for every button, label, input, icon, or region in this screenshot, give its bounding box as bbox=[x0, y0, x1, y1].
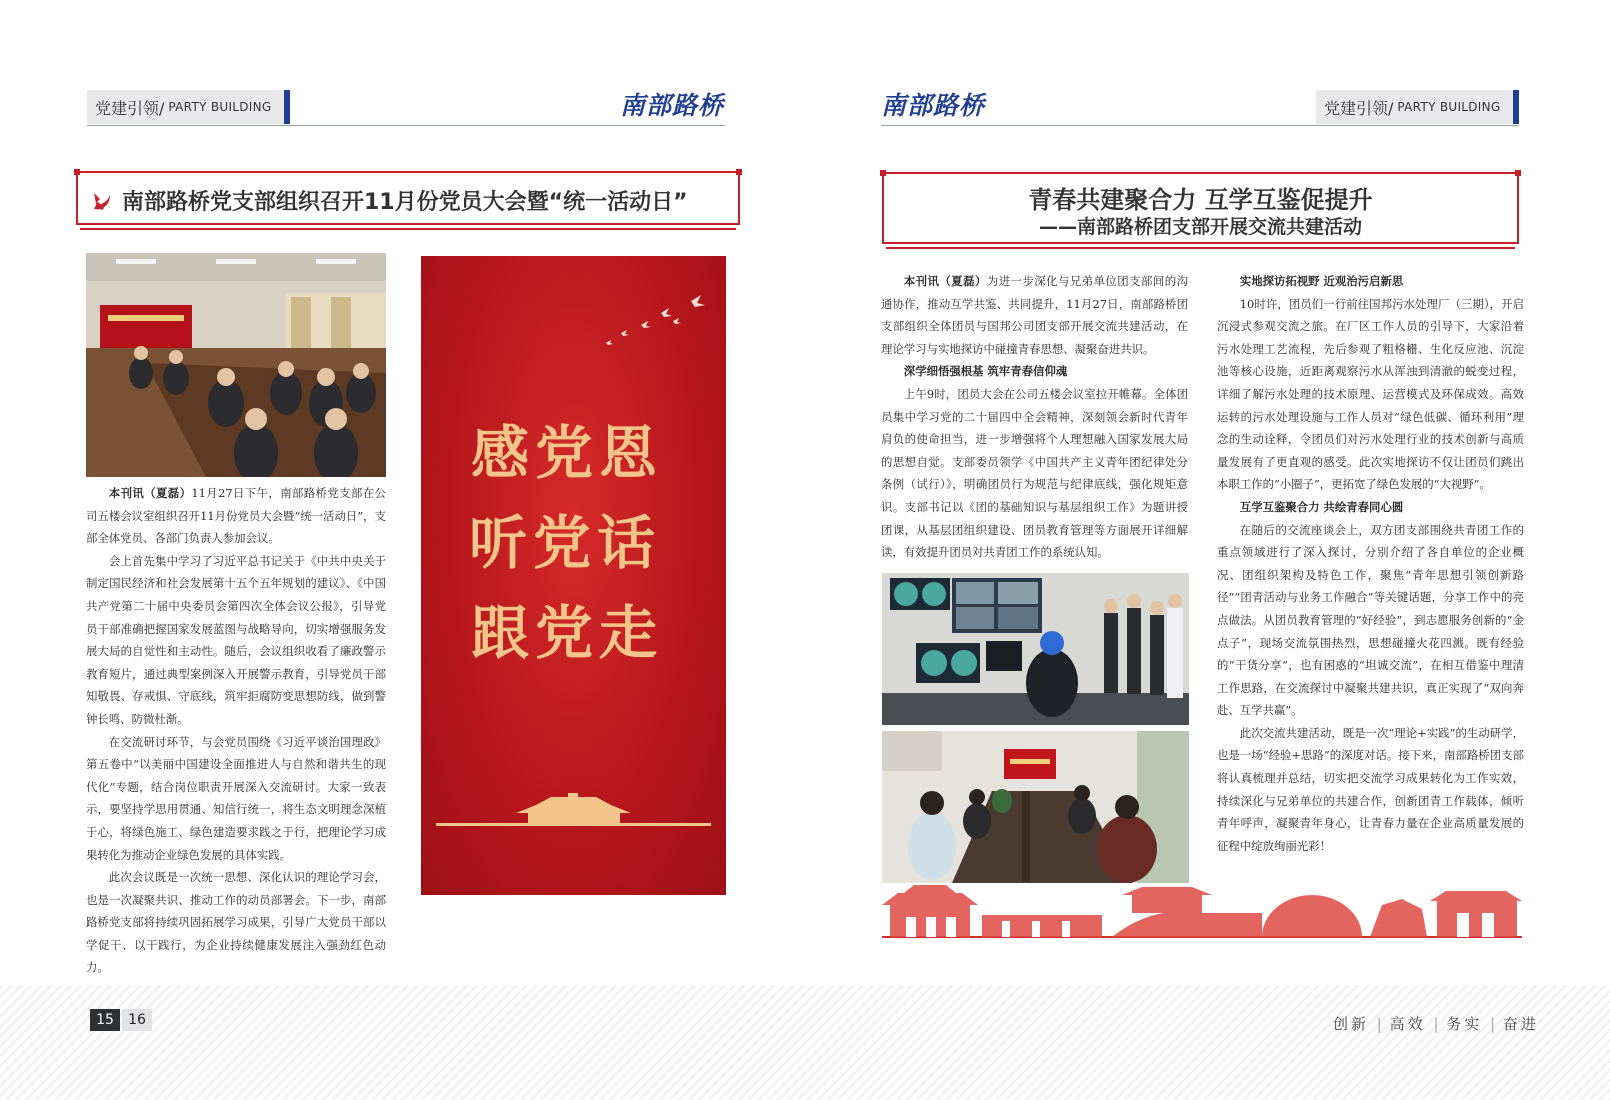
section1-body: 上午9时，团员大会在公司五楼会议室拉开帷幕。全体团员集中学习党的二十届四中全会精神，深刻领会新时代青年肩负的使命担当，进一步增强将个人理想融入国家发展大局的思想自觉。支部委员领学《中国共产主义青年团纪律处分条例（试行）》，明确团员行为规范与纪律底线，强化规矩意识。支部书记以《团的基础知识与基层组织工作》为题讲授团课，从基层团组织建设、团员教育管理等方面展开详细解读，有效提升团员对共青团工作的系统认知。 bbox=[881, 386, 1188, 560]
section2-body: 10时许，团员们一行前往国邦污水处理厂（三期），开启沉浸式参观交流之旅。在厂区工作人员的引导下，大家沿着污水处理工艺流程，先后参观了粗格栅、生化反应池、沉淀池等核心设施，近距离观察污水从浑浊到清澈的蜕变过程，详细了解污水处理的技术原理、运营模式及环保成效。高效运转的污水处理设施与工作人员对“绿色低碳、循环利用”理念的生动诠释，令团员们对污水处理行业的技术创新与高质量发展有了更直观的感受。此次实地探访不仅让团员们跳出本职工作的“小圈子”，更拓宽了绿色发展的“大视野”。 bbox=[1217, 296, 1524, 492]
left-paragraph-2: 会上首先集中学习了习近平总书记关于《中共中央关于制定国民经济和社会发展第十五个五年规划的建议》、《中国共产党第二十届中央委员会第四次全体会议公报》，引导党员干部准确把握国家发展蓝图与战略导向，切实增强服务发展大局的自觉性和主动性。随后，会议组织收看了廉政警示教育短片，通过典型案例深入开展警示教育，引导党员干部知敬畏、存戒惧、守底线，筑牢拒腐防变思想防线，做到警钟长鸣、防微杜渐。 bbox=[86, 553, 386, 726]
left-title-frame bbox=[76, 171, 740, 225]
left-article-title: 南部路桥党支部组织召开11月份党员大会暨“统一活动日” bbox=[122, 190, 688, 215]
slogan-poster bbox=[421, 256, 726, 895]
motto-word-2: 高效 bbox=[1389, 1015, 1426, 1033]
section2-heading: 实地探访拓视野 近观治污启新思 bbox=[1239, 274, 1404, 288]
page-number-left: 15 bbox=[90, 1009, 120, 1031]
city-skyline-icon bbox=[882, 865, 1522, 941]
section-tab-right bbox=[1316, 90, 1519, 124]
section-label-cn: 党建引领/ bbox=[95, 98, 165, 118]
slogan-line-3: 跟党走 bbox=[471, 599, 664, 667]
left-paragraph-4: 此次会议既是一次统一思想、深化认识的理论学习会，也是一次凝聚共识、推动工作的动员部署会。下一步，南部路桥党支部将持续巩固拓展学习成果，引导广大党员干部以学促干、以干践行，为企业持续健康发展注入强劲红色动力。 bbox=[86, 870, 386, 975]
header-rule-right bbox=[881, 125, 1519, 126]
section1-heading: 深学细悟强根基 筑牢青春信仰魂 bbox=[903, 364, 1068, 379]
right-article-subtitle: ——南部路桥团支部开展交流共建活动 bbox=[1038, 216, 1362, 238]
motto-word-4: 奋进 bbox=[1502, 1015, 1539, 1033]
doves-icon bbox=[591, 291, 711, 361]
right-article-title: 青春共建聚合力 互学互鉴促提升 bbox=[1028, 186, 1373, 214]
slogan-line-1: 感党恩 bbox=[471, 419, 664, 487]
section-label-cn: 党建引领/ bbox=[1324, 98, 1394, 118]
party-emblem-icon bbox=[88, 187, 116, 215]
right-title-frame bbox=[882, 172, 1519, 244]
left-article-body bbox=[86, 482, 386, 979]
control-room-photo bbox=[882, 573, 1189, 725]
slogan-line-2: 听党话 bbox=[469, 509, 662, 577]
company-motto: 创新 | 高效 | 务实 | 奋进 bbox=[1333, 1015, 1539, 1033]
page-number-right: 16 bbox=[122, 1009, 152, 1031]
left-lead-label: 本刊讯（夏磊） bbox=[108, 486, 192, 500]
section-label-en: PARTY BUILDING bbox=[168, 100, 272, 114]
left-paragraph-1: 11月27日下午，南部路桥党支部在公司五楼会议室组织召开11月份党员大会暨“统一活动日”，支部全体党员、各部门负责人参加会议。 bbox=[86, 486, 386, 546]
seminar-photo bbox=[882, 731, 1189, 883]
right-article-column-2 bbox=[1217, 270, 1524, 857]
motto-word-1: 创新 bbox=[1333, 1015, 1370, 1033]
footer-background bbox=[0, 985, 1610, 1100]
section-label-en: PARTY BUILDING bbox=[1397, 100, 1501, 114]
section-tab-left bbox=[87, 90, 290, 124]
section3-body: 在随后的交流座谈会上，双方团支部围绕共青团工作的重点领域进行了深入探讨，分别介绍了各自单位的企业概况、团组织架构及特色工作，聚焦“青年思想引领创新路径”“团青活动与业务工作融合”等关键话题，分享工作中的亮点做法。从团员教育管理的“好经验”，到志愿服务创新的“金点子”，现场交流氛围热烈，思想碰撞火花四溅。既有经验的“干货分享”，也有困惑的“坦诚交流”，在相互借鉴中理清工作思路，在交流探讨中凝聚共建共识，真正实现了“双向奔赴、互学共赢”。 bbox=[1217, 522, 1524, 718]
right-lead-label: 本刊讯（夏磊） bbox=[903, 274, 987, 288]
section4-body: 此次交流共建活动，既是一次“理论+实践”的生动研学，也是一场“经验+思路”的深度对话。接下来，南部路桥团支部将认真梳理并总结，切实把交流学习成果转化为工作实效，持续深化与兄弟单位的共建合作，创新团青工作载体，倾听青年呼声，凝聚青年身心，让青春力量在企业高质量发展的征程中绽放绚丽光彩！ bbox=[1217, 725, 1524, 853]
tiananmen-silhouette-icon bbox=[436, 791, 711, 831]
company-logo-left: 南部路桥 bbox=[620, 91, 725, 120]
right-intro: 为进一步深化与兄弟单位团支部间的沟通协作，推动互学共鉴、共同提升，11月27日，南部路桥团支部组织全体团员与国邦公司团支部开展交流共建活动，在理论学习与实地探访中碰撞青春思想、凝聚奋进共识。 bbox=[881, 274, 1188, 356]
right-article-column-1 bbox=[881, 270, 1188, 564]
motto-word-3: 务实 bbox=[1446, 1015, 1483, 1033]
left-paragraph-3: 在交流研讨环节，与会党员围绕《习近平谈治国理政》第五卷中“以美丽中国建设全面推进人与自然和谐共生的现代化”专题，结合岗位职责开展深入交流研讨。大家一致表示，要坚持学思用贯通、知信行统一，将生态文明理念深植于心，将绿色施工、绿色建造要求践之于行，把理论学习成果转化为推动企业绿色发展的具体实践。 bbox=[86, 734, 386, 862]
header-rule-left bbox=[87, 125, 725, 126]
company-logo-right: 南部路桥 bbox=[881, 91, 986, 120]
meeting-photo bbox=[86, 253, 386, 477]
section3-heading: 互学互鉴聚合力 共绘青春同心圆 bbox=[1239, 499, 1404, 514]
